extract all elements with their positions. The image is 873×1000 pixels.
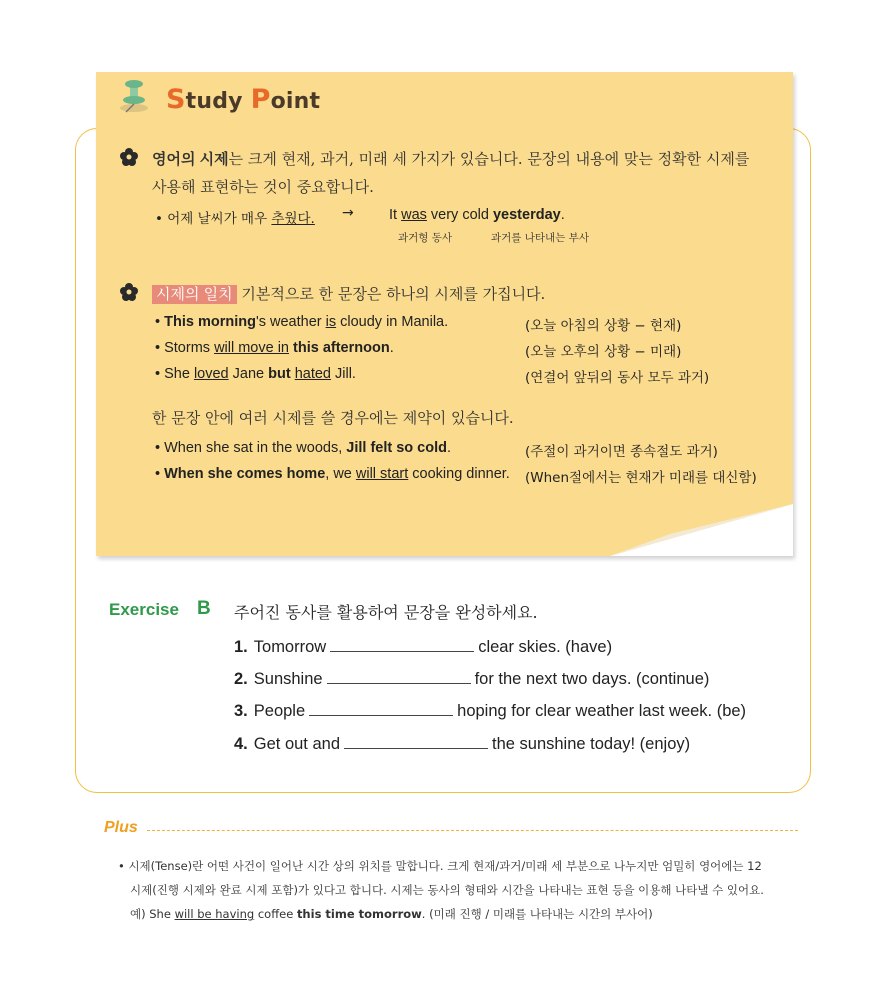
exercise-instruction: 주어진 동사를 활용하여 문장을 완성하세요. bbox=[234, 603, 538, 622]
plus-line3: 예) She will be having coffee this time tomorrow. (미래 진행 / 미래를 나타내는 시간의 부사어) bbox=[130, 907, 653, 921]
sentence-note: (오늘 오후의 상황 − 미래) bbox=[525, 344, 682, 360]
exercise-item: 1. Tomorrow clear skies. (have) bbox=[234, 638, 613, 656]
answer-blank[interactable] bbox=[330, 637, 474, 652]
example-korean: • 어제 날씨가 매우 추웠다. bbox=[155, 211, 315, 227]
sentence-note: (오늘 아침의 상황 − 현재) bbox=[525, 318, 682, 334]
sentence-note: (주절이 과거이면 종속절도 과거) bbox=[525, 444, 718, 460]
study-point-title: Study Point bbox=[166, 84, 321, 115]
restriction-heading: 한 문장 안에 여러 시제를 쓸 경우에는 제약이 있습니다. bbox=[152, 409, 514, 427]
plus-label: Plus bbox=[104, 819, 138, 836]
example-english: It was very cold yesterday. bbox=[389, 207, 565, 223]
sentence-row: • She loved Jane but hated Jill. bbox=[155, 366, 356, 382]
sentence-note: (연결어 앞뒤의 동사 모두 과거) bbox=[525, 370, 710, 386]
exercise-label: Exercise bbox=[109, 600, 179, 619]
answer-blank[interactable] bbox=[344, 734, 488, 749]
arrow-icon: → bbox=[342, 205, 354, 221]
sentence-note: (When절에서는 현재가 미래를 대신함) bbox=[525, 470, 757, 486]
sentence-row: • This morning's weather is cloudy in Manila. bbox=[155, 314, 449, 330]
exercise-item: 4. Get out and the sunshine today! (enjoy) bbox=[234, 735, 691, 753]
exercise-item: 2. Sunshine for the next two days. (continue) bbox=[234, 670, 710, 688]
agreement-label: 시제의 일치 bbox=[152, 285, 237, 304]
note-past-adverb: 과거를 나타내는 부사 bbox=[491, 232, 589, 244]
flower-bullet-icon bbox=[120, 283, 138, 301]
answer-blank[interactable] bbox=[309, 701, 453, 716]
flower-bullet-icon bbox=[120, 148, 138, 166]
sentence-row: • When she comes home, we will start cooking dinner. bbox=[155, 466, 510, 482]
note-past-verb: 과거형 동사 bbox=[398, 232, 453, 244]
note-page-curl bbox=[610, 504, 793, 556]
plus-line1: • 시제(Tense)란 어떤 사건이 일어난 시간 상의 위치를 말합니다. 크게 현재/과거/미래 세 부분으로 나누지만 엄밀히 영어에는 12 bbox=[118, 859, 762, 873]
plus-line2: 시제(진행 시제와 완료 시제 포함)가 있다고 합니다. 시제는 동사의 형태와 시간을 나타내는 표현 등을 이용해 나타낼 수 있어요. bbox=[130, 883, 764, 897]
tense-intro-line2: 사용해 표현하는 것이 중요합니다. bbox=[152, 178, 374, 196]
agreement-heading: 시제의 일치 기본적으로 한 문장은 하나의 시제를 가집니다. bbox=[152, 283, 545, 304]
plus-divider bbox=[147, 830, 798, 831]
answer-blank[interactable] bbox=[327, 669, 471, 684]
tense-intro-line1: 영어의 시제는 크게 현재, 과거, 미래 세 가지가 있습니다. 문장의 내용에 맞는 정확한 시제를 bbox=[152, 150, 750, 168]
sentence-row: • When she sat in the woods, Jill felt so cold. bbox=[155, 440, 452, 456]
exercise-item: 3. People hoping for clear weather last week. (be) bbox=[234, 702, 747, 720]
sentence-row: • Storms will move in this afternoon. bbox=[155, 340, 394, 356]
exercise-letter: B bbox=[197, 598, 211, 619]
pushpin-icon bbox=[114, 76, 154, 120]
